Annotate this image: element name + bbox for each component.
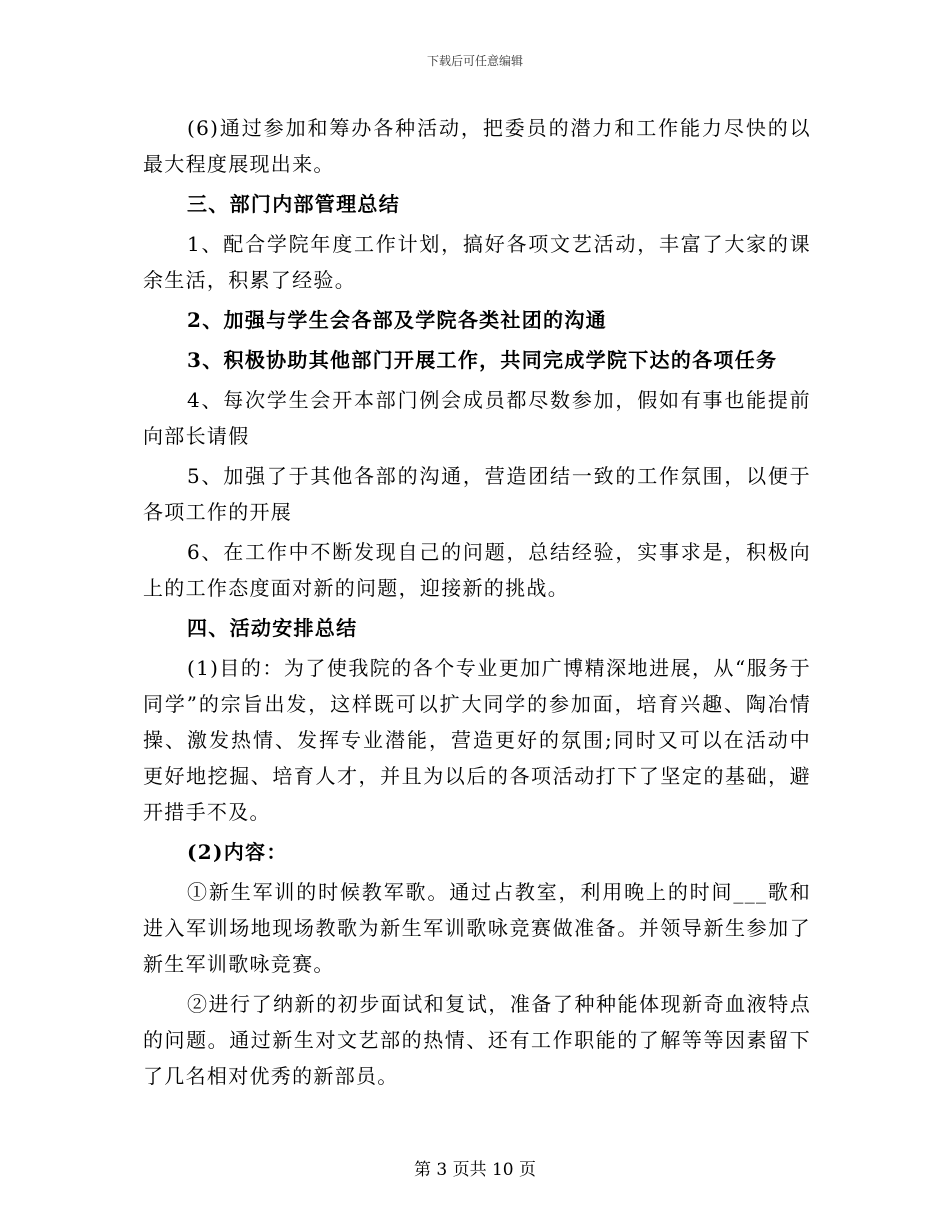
paragraph: ②进行了纳新的初步面试和复试，准备了种种能体现新奇血液特点的问题。通过新生对文艺部的热情、还有工作职能的了解等等因素留下了几名相对优秀的新部员。 [143,992,811,1088]
paragraph: (6)通过参加和筹办各种活动，把委员的潜力和工作能力尽快的以最大程度展现出来。 [143,116,811,176]
subheading: (2)内容： [187,840,288,864]
paragraph: 6、在工作中不断发现自己的问题，总结经验，实事求是，积极向上的工作态度面对新的问题，迎接新的挑战。 [143,540,811,600]
paragraph: 5、加强了于其他各部的沟通，营造团结一致的工作氛围，以便于各项工作的开展 [143,464,811,524]
section-heading: 四、活动安排总结 [187,616,358,640]
paragraph: (1)目的：为了使我院的各个专业更加广博精深地进展，从“服务于同学”的宗旨出发，这样既可以扩大同学的参加面，培育兴趣、陶冶情操、激发热情、发挥专业潜能，营造更好的氛围;同时又可以在活动中更好地挖掘、培育人才，并且为以后的各项活动打下了坚定的基础，避开措手不及。 [143,656,811,824]
section-heading: 三、部门内部管理总结 [187,192,400,216]
bold-item: 3、积极协助其他部门开展工作，共同完成学院下达的各项任务 [187,348,778,372]
paragraph: 1、配合学院年度工作计划，搞好各项文艺活动，丰富了大家的课余生活，积累了经验。 [143,232,811,292]
page-footer: 第 3 页共 10 页 [413,1160,537,1180]
paragraph: 4、每次学生会开本部门例会成员都尽数参加，假如有事也能提前向部长请假 [143,388,811,448]
page-header: 下载后可任意编辑 [426,54,523,68]
bold-item: 2、加强与学生会各部及学院各类社团的沟通 [187,308,607,332]
paragraph: ①新生军训的时候教军歌。通过占教室，利用晚上的时间___歌和进入军训场地现场教歌为新生军训歌咏竞赛做准备。并领导新生参加了新生军训歌咏竞赛。 [143,880,811,976]
document-body [143,110,811,1098]
